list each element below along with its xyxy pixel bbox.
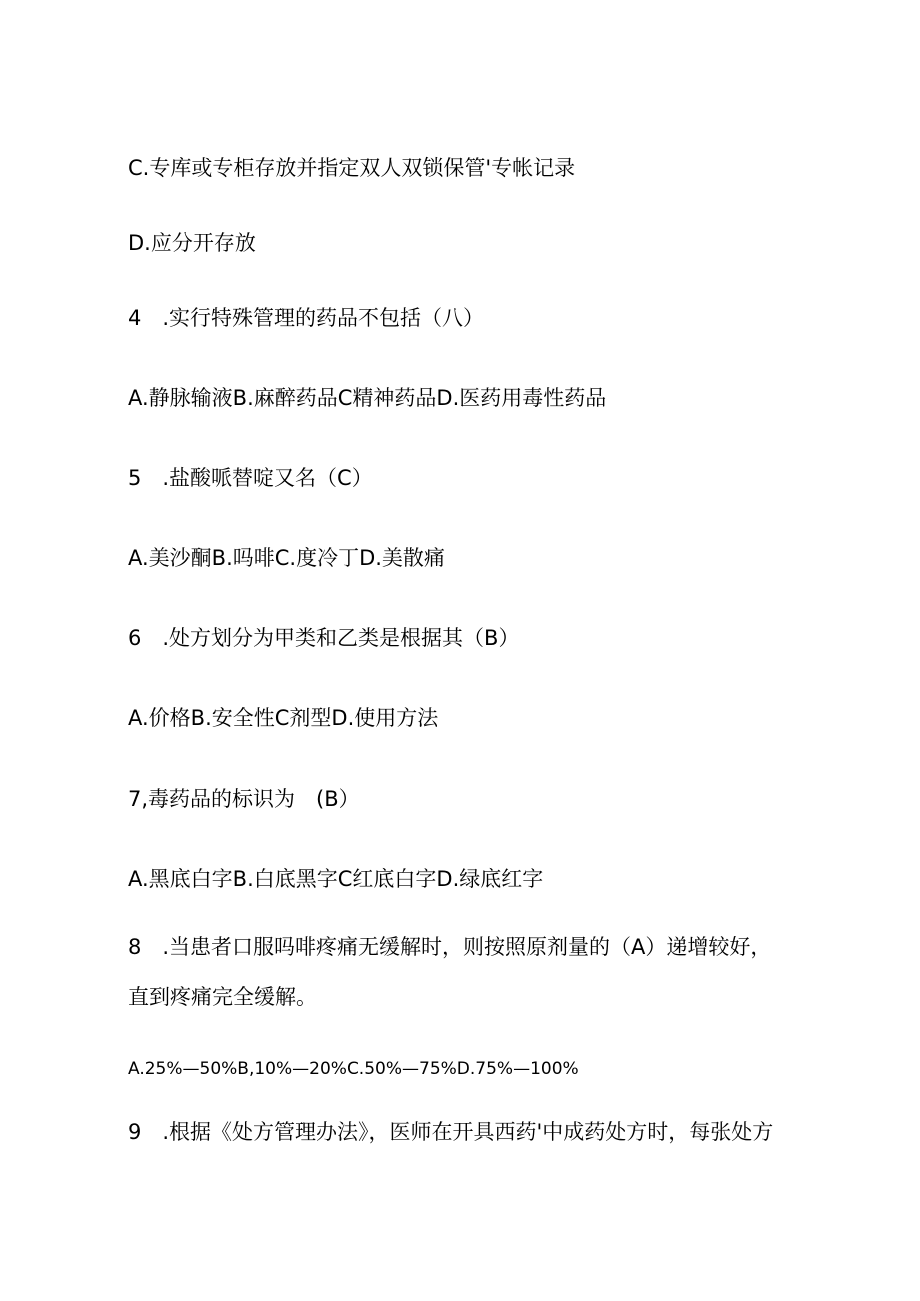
answer-option-c-line: C.专库或专柜存放并指定双人双锁保管'专帐记录 xyxy=(128,156,576,180)
question-4: 4 .实行特殊管理的药品不包括（八） xyxy=(128,306,485,330)
question-5: 5 .盐酸哌替啶又名（C） xyxy=(128,466,373,490)
answer-option-d-line: D.应分开存放 xyxy=(128,231,256,255)
question-6: 6 .处方划分为甲类和乙类是根据其（B） xyxy=(128,626,520,650)
question-8-line-2: 直到疼痛完全缓解。 xyxy=(128,985,317,1009)
question-7-options: A.黑底白字B.白底黑字C红底白字D.绿底红字 xyxy=(128,867,544,891)
question-5-options: A.美沙酮B.吗啡C.度冷丁D.美散痛 xyxy=(128,546,445,570)
question-6-options: A.价格B.安全性C剂型D.使用方法 xyxy=(128,706,439,730)
question-8-options: A.25%—50%B,10%—20%C.50%—75%D.75%—100% xyxy=(128,1059,579,1079)
question-8-line-1: 8 .当患者口服吗啡疼痛无缓解时，则按照原剂量的（A）递增较好， xyxy=(128,935,772,959)
question-7: 7,毒药品的标识为 (B） xyxy=(128,787,360,811)
question-9: 9 .根据《处方管理办法》，医师在开具西药'中成药处方时，每张处方 xyxy=(128,1120,774,1144)
question-4-options: A.静脉输液B.麻醉药品C精神药品D.医药用毒性药品 xyxy=(128,386,607,410)
